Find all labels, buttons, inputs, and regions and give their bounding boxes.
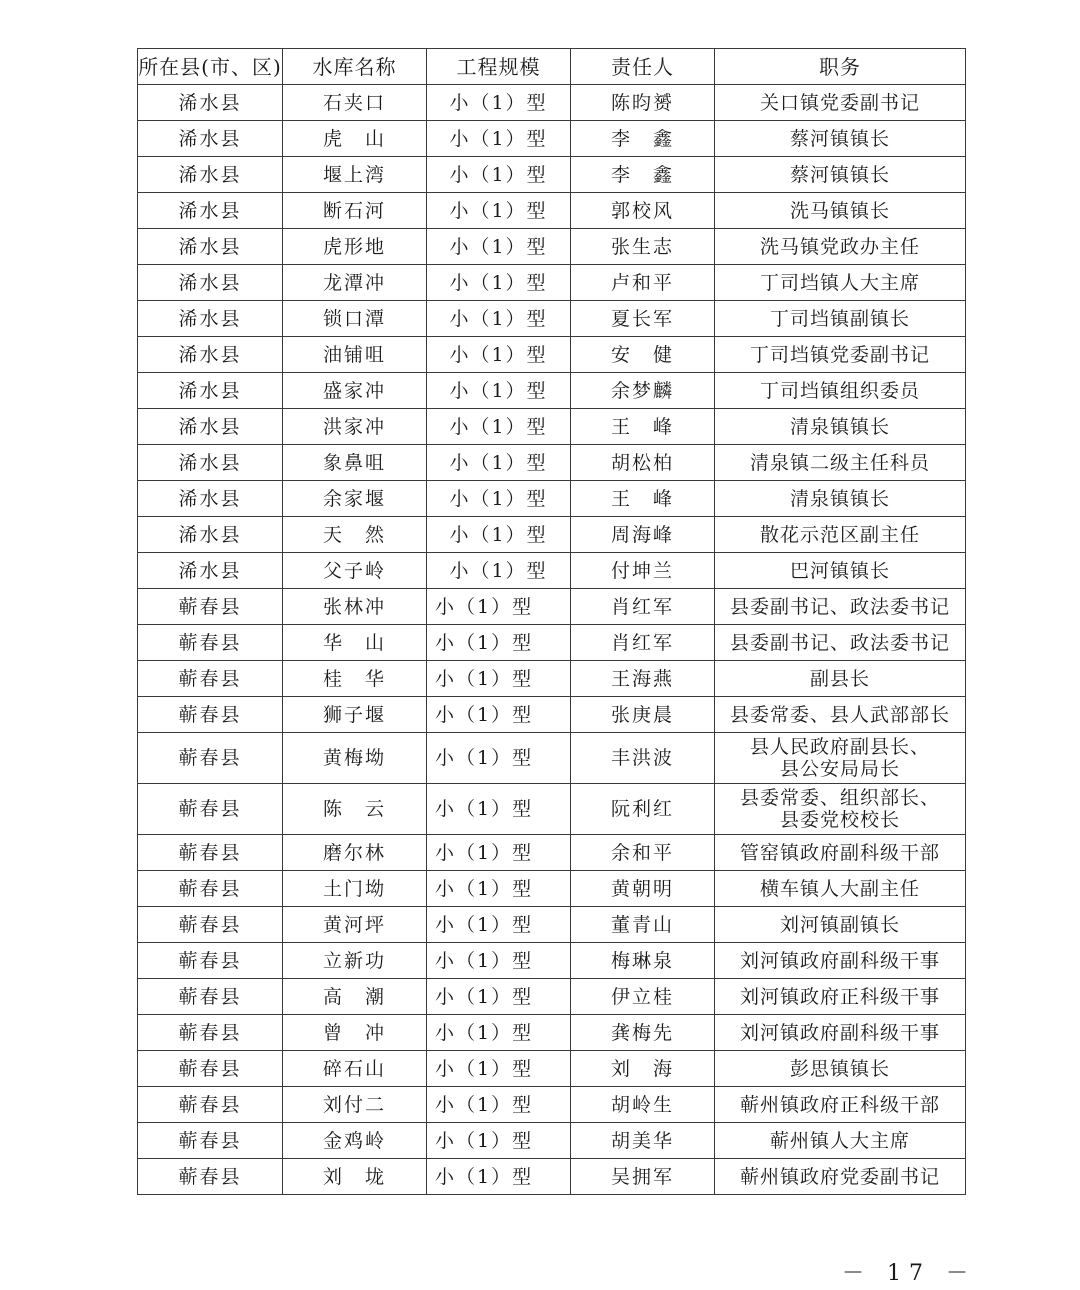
cell-county: 浠水县 <box>138 409 283 445</box>
cell-county: 浠水县 <box>138 265 283 301</box>
cell-reservoir-name: 盛家冲 <box>283 373 427 409</box>
cell-duty: 横车镇人大副主任 <box>715 871 966 907</box>
header-duty: 职务 <box>715 49 966 85</box>
table-body <box>138 85 966 1195</box>
cell-project-scale: 小（1）型 <box>427 907 571 943</box>
cell-responsible-person: 黄朝明 <box>571 871 715 907</box>
cell-county: 蕲春县 <box>138 625 283 661</box>
cell-reservoir-name: 华 山 <box>283 625 427 661</box>
cell-duty: 蕲州镇政府党委副书记 <box>715 1159 966 1195</box>
table-row <box>138 979 966 1015</box>
cell-project-scale: 小（1）型 <box>427 373 571 409</box>
cell-reservoir-name: 碎石山 <box>283 1051 427 1087</box>
cell-project-scale: 小（1）型 <box>427 835 571 871</box>
duty-line: 县人民政府副县长、 <box>749 736 930 758</box>
cell-responsible-person: 梅琳泉 <box>571 943 715 979</box>
cell-responsible-person: 李 鑫 <box>571 121 715 157</box>
header-county: 所在县(市、区) <box>138 49 283 85</box>
cell-project-scale: 小（1）型 <box>427 1087 571 1123</box>
cell-reservoir-name: 陈 云 <box>283 784 427 835</box>
cell-project-scale: 小（1）型 <box>427 661 571 697</box>
table-row <box>138 1123 966 1159</box>
cell-county: 浠水县 <box>138 445 283 481</box>
cell-duty <box>715 784 966 835</box>
cell-reservoir-name: 刘 垅 <box>283 1159 427 1195</box>
cell-county: 浠水县 <box>138 373 283 409</box>
table-row <box>138 553 966 589</box>
table-row <box>138 481 966 517</box>
cell-project-scale: 小（1）型 <box>427 157 571 193</box>
cell-responsible-person: 肖红军 <box>571 625 715 661</box>
cell-project-scale: 小（1）型 <box>427 337 571 373</box>
reservoir-responsibility-table <box>137 48 966 1195</box>
cell-project-scale: 小（1）型 <box>427 409 571 445</box>
cell-project-scale: 小（1）型 <box>427 589 571 625</box>
cell-reservoir-name: 龙潭冲 <box>283 265 427 301</box>
cell-county: 蕲春县 <box>138 589 283 625</box>
table-row <box>138 661 966 697</box>
cell-project-scale: 小（1）型 <box>427 265 571 301</box>
cell-reservoir-name: 锁口潭 <box>283 301 427 337</box>
cell-duty: 丁司垱镇组织委员 <box>715 373 966 409</box>
cell-project-scale: 小（1）型 <box>427 121 571 157</box>
header-responsible-person: 责任人 <box>571 49 715 85</box>
cell-county: 浠水县 <box>138 481 283 517</box>
cell-reservoir-name: 油铺咀 <box>283 337 427 373</box>
cell-duty: 刘河镇政府副科级干事 <box>715 943 966 979</box>
cell-county: 蕲春县 <box>138 1159 283 1195</box>
table-row <box>138 229 966 265</box>
table-row <box>138 589 966 625</box>
cell-project-scale: 小（1）型 <box>427 517 571 553</box>
cell-responsible-person: 周海峰 <box>571 517 715 553</box>
cell-duty: 蔡河镇镇长 <box>715 157 966 193</box>
cell-responsible-person: 余和平 <box>571 835 715 871</box>
cell-responsible-person: 王 峰 <box>571 481 715 517</box>
cell-duty: 彭思镇镇长 <box>715 1051 966 1087</box>
table-row <box>138 784 966 835</box>
cell-responsible-person: 伊立桂 <box>571 979 715 1015</box>
cell-project-scale: 小（1）型 <box>427 979 571 1015</box>
table-header <box>138 49 966 85</box>
cell-responsible-person: 余梦麟 <box>571 373 715 409</box>
cell-project-scale: 小（1）型 <box>427 193 571 229</box>
table-row <box>138 835 966 871</box>
table-row <box>138 517 966 553</box>
cell-reservoir-name: 天 然 <box>283 517 427 553</box>
cell-duty: 刘河镇副镇长 <box>715 907 966 943</box>
cell-project-scale: 小（1）型 <box>427 229 571 265</box>
cell-project-scale: 小（1）型 <box>427 553 571 589</box>
cell-duty: 刘河镇政府正科级干事 <box>715 979 966 1015</box>
cell-project-scale: 小（1）型 <box>427 1015 571 1051</box>
cell-county: 浠水县 <box>138 85 283 121</box>
cell-responsible-person: 丰洪波 <box>571 733 715 784</box>
table-row <box>138 445 966 481</box>
table-row <box>138 265 966 301</box>
cell-reservoir-name: 张林冲 <box>283 589 427 625</box>
cell-county: 浠水县 <box>138 301 283 337</box>
cell-county: 蕲春县 <box>138 979 283 1015</box>
table-row <box>138 337 966 373</box>
cell-reservoir-name: 黄河坪 <box>283 907 427 943</box>
cell-duty: 县委副书记、政法委书记 <box>715 589 966 625</box>
table-row <box>138 625 966 661</box>
cell-county: 浠水县 <box>138 229 283 265</box>
cell-county: 蕲春县 <box>138 1123 283 1159</box>
cell-duty: 丁司垱镇副镇长 <box>715 301 966 337</box>
table-row <box>138 85 966 121</box>
cell-reservoir-name: 土门坳 <box>283 871 427 907</box>
cell-reservoir-name: 狮子堰 <box>283 697 427 733</box>
cell-responsible-person: 安 健 <box>571 337 715 373</box>
header-reservoir-name: 水库名称 <box>283 49 427 85</box>
cell-reservoir-name: 金鸡岭 <box>283 1123 427 1159</box>
page-number: － 17 － <box>842 1261 976 1286</box>
table-row <box>138 871 966 907</box>
cell-project-scale: 小（1）型 <box>427 625 571 661</box>
cell-duty: 丁司垱镇党委副书记 <box>715 337 966 373</box>
cell-county: 蕲春县 <box>138 1087 283 1123</box>
cell-reservoir-name: 余家堰 <box>283 481 427 517</box>
cell-reservoir-name: 石夹口 <box>283 85 427 121</box>
cell-county: 蕲春县 <box>138 1015 283 1051</box>
table-row <box>138 1051 966 1087</box>
table-row <box>138 157 966 193</box>
cell-responsible-person: 董青山 <box>571 907 715 943</box>
cell-project-scale: 小（1）型 <box>427 85 571 121</box>
cell-responsible-person: 付坤兰 <box>571 553 715 589</box>
table-row <box>138 943 966 979</box>
cell-project-scale: 小（1）型 <box>427 1159 571 1195</box>
duty-line: 县委党校校长 <box>779 809 900 831</box>
cell-reservoir-name: 曾 冲 <box>283 1015 427 1051</box>
cell-responsible-person: 张生志 <box>571 229 715 265</box>
cell-duty: 清泉镇镇长 <box>715 409 966 445</box>
cell-county: 蕲春县 <box>138 835 283 871</box>
cell-county: 浠水县 <box>138 121 283 157</box>
cell-county: 蕲春县 <box>138 733 283 784</box>
cell-responsible-person: 郭校风 <box>571 193 715 229</box>
cell-responsible-person: 陈昀赟 <box>571 85 715 121</box>
cell-county: 浠水县 <box>138 337 283 373</box>
cell-responsible-person: 张庚晨 <box>571 697 715 733</box>
cell-duty <box>715 733 966 784</box>
cell-responsible-person: 胡松柏 <box>571 445 715 481</box>
cell-reservoir-name: 断石河 <box>283 193 427 229</box>
cell-duty: 管窑镇政府副科级干部 <box>715 835 966 871</box>
cell-reservoir-name: 磨尔林 <box>283 835 427 871</box>
cell-reservoir-name: 洪家冲 <box>283 409 427 445</box>
cell-responsible-person: 胡美华 <box>571 1123 715 1159</box>
cell-responsible-person: 肖红军 <box>571 589 715 625</box>
cell-reservoir-name: 虎形地 <box>283 229 427 265</box>
cell-reservoir-name: 黄梅坳 <box>283 733 427 784</box>
cell-responsible-person: 胡岭生 <box>571 1087 715 1123</box>
cell-responsible-person: 刘 海 <box>571 1051 715 1087</box>
cell-duty: 蕲州镇人大主席 <box>715 1123 966 1159</box>
cell-county: 浠水县 <box>138 517 283 553</box>
duty-line: 县委常委、组织部长、 <box>739 787 940 809</box>
cell-responsible-person: 阮利红 <box>571 784 715 835</box>
cell-county: 蕲春县 <box>138 943 283 979</box>
header-project-scale: 工程规模 <box>427 49 571 85</box>
cell-responsible-person: 龚梅先 <box>571 1015 715 1051</box>
cell-duty: 县委副书记、政法委书记 <box>715 625 966 661</box>
table-row <box>138 733 966 784</box>
header-row <box>138 49 966 85</box>
cell-responsible-person: 吴拥军 <box>571 1159 715 1195</box>
cell-duty: 刘河镇政府副科级干事 <box>715 1015 966 1051</box>
table-row <box>138 409 966 445</box>
cell-county: 蕲春县 <box>138 784 283 835</box>
cell-duty: 副县长 <box>715 661 966 697</box>
cell-reservoir-name: 刘付二 <box>283 1087 427 1123</box>
cell-duty: 巴河镇镇长 <box>715 553 966 589</box>
cell-project-scale: 小（1）型 <box>427 481 571 517</box>
table-row <box>138 1087 966 1123</box>
cell-project-scale: 小（1）型 <box>427 1051 571 1087</box>
cell-reservoir-name: 堰上湾 <box>283 157 427 193</box>
cell-duty: 清泉镇镇长 <box>715 481 966 517</box>
table-row <box>138 193 966 229</box>
table-row <box>138 373 966 409</box>
cell-responsible-person: 李 鑫 <box>571 157 715 193</box>
cell-reservoir-name: 虎 山 <box>283 121 427 157</box>
cell-duty: 关口镇党委副书记 <box>715 85 966 121</box>
cell-reservoir-name: 高 潮 <box>283 979 427 1015</box>
cell-responsible-person: 王海燕 <box>571 661 715 697</box>
duty-line: 县公安局局长 <box>779 758 900 780</box>
cell-reservoir-name: 桂 华 <box>283 661 427 697</box>
cell-responsible-person: 夏长军 <box>571 301 715 337</box>
cell-county: 浠水县 <box>138 157 283 193</box>
table-row <box>138 1015 966 1051</box>
cell-responsible-person: 卢和平 <box>571 265 715 301</box>
cell-reservoir-name: 象鼻咀 <box>283 445 427 481</box>
cell-project-scale: 小（1）型 <box>427 871 571 907</box>
cell-duty: 丁司垱镇人大主席 <box>715 265 966 301</box>
cell-county: 浠水县 <box>138 193 283 229</box>
table-row <box>138 301 966 337</box>
cell-duty: 清泉镇二级主任科员 <box>715 445 966 481</box>
cell-duty: 县委常委、县人武部部长 <box>715 697 966 733</box>
cell-county: 蕲春县 <box>138 1051 283 1087</box>
cell-project-scale: 小（1）型 <box>427 301 571 337</box>
cell-duty: 蕲州镇政府正科级干部 <box>715 1087 966 1123</box>
cell-reservoir-name: 立新功 <box>283 943 427 979</box>
table-row <box>138 121 966 157</box>
cell-project-scale: 小（1）型 <box>427 943 571 979</box>
table-row <box>138 1159 966 1195</box>
cell-project-scale: 小（1）型 <box>427 784 571 835</box>
cell-county: 蕲春县 <box>138 907 283 943</box>
cell-county: 蕲春县 <box>138 871 283 907</box>
cell-project-scale: 小（1）型 <box>427 445 571 481</box>
cell-project-scale: 小（1）型 <box>427 697 571 733</box>
cell-county: 蕲春县 <box>138 661 283 697</box>
cell-duty: 蔡河镇镇长 <box>715 121 966 157</box>
table-row <box>138 697 966 733</box>
cell-county: 蕲春县 <box>138 697 283 733</box>
cell-reservoir-name: 父子岭 <box>283 553 427 589</box>
table-row <box>138 907 966 943</box>
cell-project-scale: 小（1）型 <box>427 1123 571 1159</box>
cell-county: 浠水县 <box>138 553 283 589</box>
cell-duty: 洗马镇镇长 <box>715 193 966 229</box>
cell-duty: 洗马镇党政办主任 <box>715 229 966 265</box>
cell-duty: 散花示范区副主任 <box>715 517 966 553</box>
cell-project-scale: 小（1）型 <box>427 733 571 784</box>
cell-responsible-person: 王 峰 <box>571 409 715 445</box>
